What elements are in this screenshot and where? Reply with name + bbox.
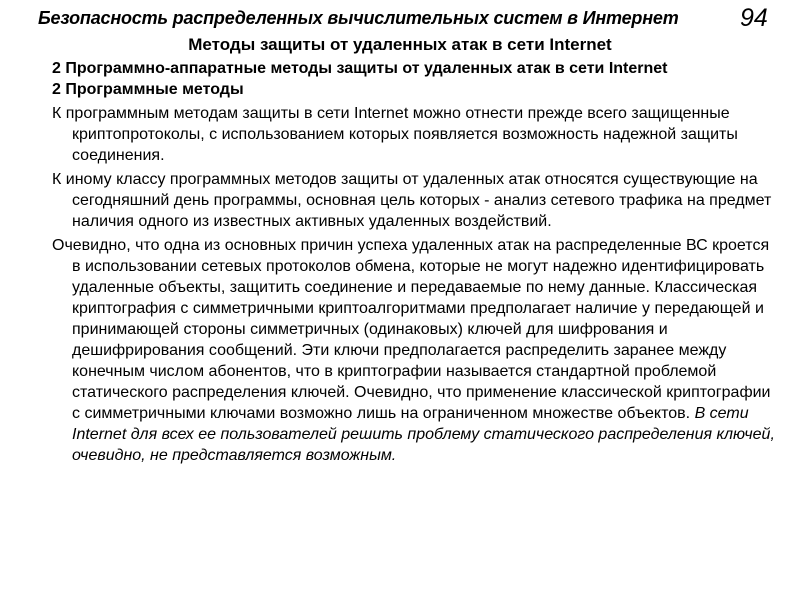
paragraph-traffic-analysis: К иному классу программных методов защиты от удаленных атак относятся существующие на сегодняшний день программы, основная цель которых - анализ сетевого трафика на предмет наличия одного из известных активных удаленных воздействий. — [52, 171, 772, 230]
paragraph-key-distribution-emphasis: В сети Internet для всех ее пользователей решить проблему статического распределения ключей, очевидно, не представляется возможным. — [72, 405, 775, 464]
page-number: 94 — [740, 4, 768, 32]
paragraph-key-distribution-text: Очевидно, что одна из основных причин успеха удаленных атак на распределенные ВС кроется в использовании сетевых протоколов обмена, которые не могут надежно идентифицировать удаленные объекты, защитить соединение и передаваемые по нему данные. Классическая криптография с симметричными криптоалгоритмами предполагает наличие у передающей и принимающей стороны симметричных (одинаковых) ключей для шифрования и дешифрирования сообщений. Эти ключи предполагается распределить заранее между конечным числом абонентов, что в криптографии называется стандартной проблемой статического распределения ключей. Очевидно, что применение классической криптографии с симметричными ключами возможно лишь на ограниченном множестве объектов. — [52, 237, 771, 422]
subsection-heading: 2 Программные методы — [52, 81, 244, 98]
slide-subtitle: Методы защиты от удаленных атак в сети Internet — [188, 35, 612, 54]
slide-content — [52, 58, 782, 466]
paragraph-key-distribution — [52, 235, 782, 466]
header-title: Безопасность распределенных вычислительных систем в Интернет — [38, 8, 679, 28]
paragraph-crypto-protocols: К программным методам защиты в сети Internet можно отнести прежде всего защищенные криптопротоколы, с использованием которых появляется возможность надежной защиты соединения. — [52, 105, 738, 164]
section-heading: 2 Программно-аппаратные методы защиты от удаленных атак в сети Internet — [52, 60, 668, 77]
